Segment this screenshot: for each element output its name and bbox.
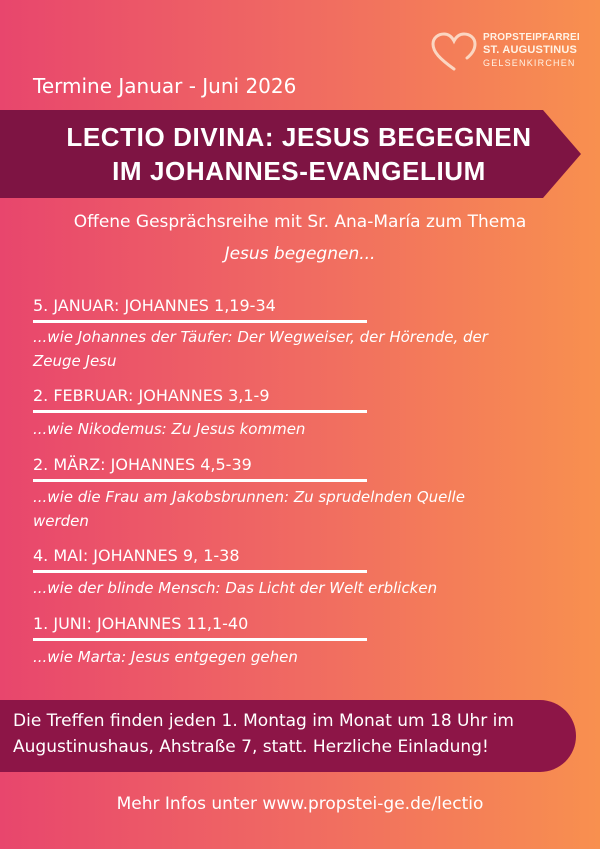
page-title [64,120,534,188]
date-heading: 2. FEBRUAR: JOHANNES 3,1-9 [33,386,270,405]
meeting-info-box [0,700,576,772]
logo-line-2: ST. AUGUSTINUS [483,44,578,56]
info-line-1: Die Treffen finden jeden 1. Montag im Monat um 18 Uhr im [13,711,514,731]
description-line: Zeuge Jesu [33,352,117,370]
heading-underline [33,410,367,413]
entry-description [33,325,553,373]
entry-description [33,645,553,669]
meeting-info-text [13,708,573,760]
description-line: ...wie Marta: Jesus entgegen gehen [33,648,298,666]
heart-outline-icon [430,32,478,72]
intro-line-2: Jesus begegnen... [224,244,376,264]
description-line: ...wie die Frau am Jakobsbrunnen: Zu sprudelnden Quelle [33,488,465,506]
heading-underline [33,320,367,323]
entry-description [33,485,553,533]
title-line-1: LECTIO DIVINA: JESUS BEGEGNEN [66,122,532,152]
date-range-subtitle: Termine Januar - Juni 2026 [33,74,297,98]
heading-underline [33,479,367,482]
date-heading: 1. JUNI: JOHANNES 11,1-40 [33,614,249,633]
date-heading: 4. MAI: JOHANNES 9, 1-38 [33,546,240,565]
logo-line-3: GELSENKIRCHEN [483,58,576,68]
description-line: ...wie Nikodemus: Zu Jesus kommen [33,420,306,438]
date-heading: 2. MÄRZ: JOHANNES 4,5-39 [33,455,252,474]
entry-description [33,576,553,600]
intro-line-1: Offene Gesprächsreihe mit Sr. Ana-María zum Thema [73,212,527,232]
info-line-2: Augustinushaus, Ahstraße 7, statt. Herzliche Einladung! [13,737,489,757]
title-line-2: IM JOHANNES-EVANGELIUM [112,156,486,186]
date-heading: 5. JANUAR: JOHANNES 1,19-34 [33,296,276,315]
title-banner [0,110,581,198]
description-line: ...wie der blinde Mensch: Das Licht der Welt erblicken [33,579,438,597]
description-line: werden [33,512,89,530]
parish-logo [430,30,600,76]
heading-underline [33,638,367,641]
footer-more-info: Mehr Infos unter www.propstei-ge.de/lectio [116,794,484,814]
description-line: ...wie Johannes der Täufer: Der Wegweiser, der Hörende, der [33,328,488,346]
heading-underline [33,570,367,573]
entry-description [33,417,553,441]
logo-line-1: PROPSTEIPFARREI [483,32,580,43]
